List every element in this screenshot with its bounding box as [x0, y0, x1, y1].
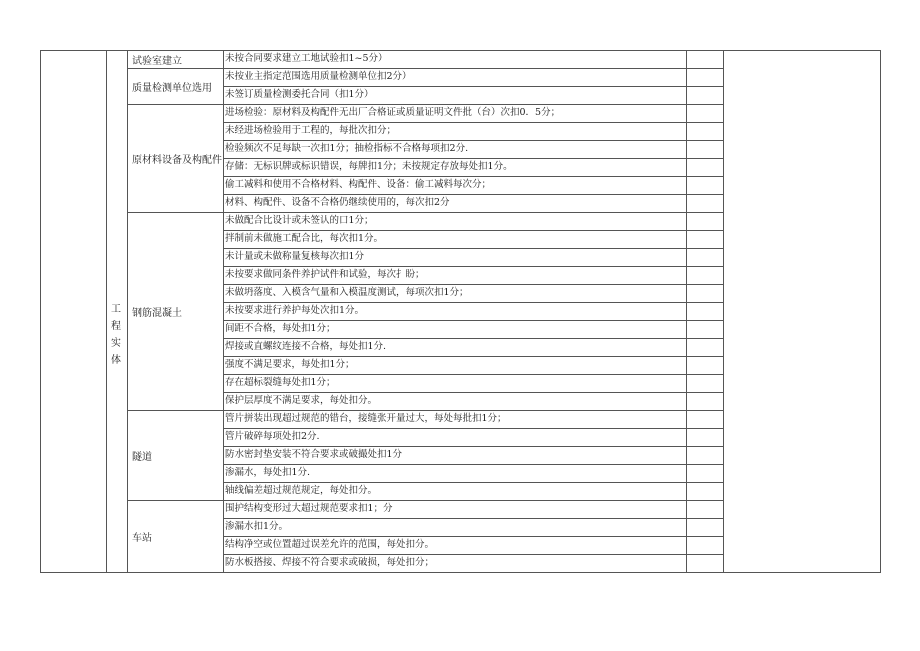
table-row-text: 围护结构变形过大超过规范要求扣1；分	[225, 503, 393, 514]
table-border	[40, 50, 41, 573]
table-row-text: 未按要求做同条件养护试件和试验，每次扌盼；	[225, 269, 425, 280]
row-border	[223, 482, 724, 483]
row-border	[223, 518, 724, 519]
row-border	[223, 158, 724, 159]
row-border	[223, 320, 724, 321]
table-row-text: 渗漏水，每处扣1分.	[225, 467, 311, 478]
row-border	[127, 68, 724, 69]
row-border	[127, 500, 724, 501]
table-border	[880, 50, 881, 573]
table-row-text: 未做配合比设计或未签认的口1分；	[225, 215, 374, 226]
row-border	[223, 464, 724, 465]
table-border	[106, 50, 107, 573]
group-label: 试验室建立	[132, 56, 182, 67]
row-border	[223, 140, 724, 141]
row-border	[223, 248, 724, 249]
category-char: 程	[111, 321, 121, 332]
row-border	[223, 122, 724, 123]
row-border	[223, 86, 724, 87]
row-border	[127, 104, 724, 105]
table-row-text: 渗漏水扣1分。	[225, 521, 289, 532]
group-label: 隧道	[132, 452, 152, 463]
table-row-text: 存在超标裂缝每处扣1分；	[225, 377, 336, 388]
table-row-text: 材料、构配件、设备不合格仍继续使用的，每次扣2分	[225, 197, 450, 208]
row-border	[223, 356, 724, 357]
table-row-text: 防水板搭接、焊接不符合要求或破损，每处扣分；	[225, 557, 435, 568]
table-row-text: 未签订质量检测委托合同（扣1分）	[225, 89, 374, 100]
table-row-text: 管片拼装出现超过规范的错台，接缝张开量过大，每处每批扣1分；	[225, 413, 507, 424]
group-label: 原材料设备及构配件	[132, 155, 222, 166]
group-label: 车站	[132, 533, 152, 544]
row-border	[223, 338, 724, 339]
row-border	[223, 266, 724, 267]
category-label	[109, 301, 123, 369]
table-row-text: 焊接或直螺纹连接不合格，每处扣1分.	[225, 341, 387, 352]
table-border	[127, 50, 128, 573]
row-border	[223, 194, 724, 195]
table-row-text: 拌制前未做施工配合比，每次扣1分。	[225, 233, 384, 244]
table-border	[723, 50, 724, 573]
table-row-text: 进场检验：原材料及构配件无出厂合格证或质量证明文件批（台）次扣0．5分；	[225, 107, 561, 118]
table-row-text: 保护层厚度不满足要求，每处扣分。	[225, 395, 378, 406]
table-row-text: 间距不合格，每处扣1分；	[225, 323, 336, 334]
group-label: 钢筋混凝土	[132, 308, 182, 319]
row-border	[223, 536, 724, 537]
row-border	[223, 428, 724, 429]
table-row-text: 强度不满足要求，每处扣1分；	[225, 359, 355, 370]
row-border	[223, 374, 724, 375]
table-row-text: 防水密封垫安装不符合要求或破撮处扣1分	[225, 449, 403, 460]
row-border	[223, 446, 724, 447]
table-row-text: 未按要求进行养护每处次扣1分。	[225, 305, 365, 316]
table-row-text: 管片破碎每项处扣2分.	[225, 431, 320, 442]
table-row-text: 未按合同要求建立工地试验扣1~5分）	[225, 53, 388, 64]
row-border	[223, 230, 724, 231]
table-row-text: 未计量或未做称量复核每次扣1分	[225, 251, 365, 262]
table-row-text: 偷工减料和使用不合格材料、构配件、设备：偷工减料每次分；	[225, 179, 492, 190]
table-border	[223, 50, 224, 573]
table-row-text: 未做坍落度、入模含气量和入模温度测试，每项次扣1分；	[225, 287, 469, 298]
table-border	[686, 50, 687, 573]
row-border	[127, 410, 724, 411]
group-label: 质量检测单位选用	[132, 83, 212, 94]
table-row-text: 检验频次不足每缺一次扣1分；抽检指标不合格每项扣2分.	[225, 143, 469, 154]
category-char: 体	[111, 355, 121, 366]
table-border	[40, 50, 881, 51]
row-border	[127, 212, 724, 213]
table-row-text: 存储：无标识牌或标识错误，每牌扣1分；未按规定存放每处扣1分。	[225, 161, 513, 172]
row-border	[223, 176, 724, 177]
table-row-text: 结构净空或位置超过误差允许的范围，每处扣分。	[225, 539, 435, 550]
table-row-text: 未按业主指定范围选用质量检测单位扣2分）	[225, 71, 412, 82]
category-char: 实	[111, 338, 121, 349]
table-row-text: 未经进场检验用于工程的，每批次扣分；	[225, 125, 397, 136]
row-border	[223, 392, 724, 393]
row-border	[223, 302, 724, 303]
table-row-text: 轴线偏差超过规范规定，每处扣分。	[225, 485, 378, 496]
category-char: 工	[111, 304, 121, 315]
row-border	[223, 554, 724, 555]
row-border	[223, 284, 724, 285]
table-border	[40, 572, 881, 573]
